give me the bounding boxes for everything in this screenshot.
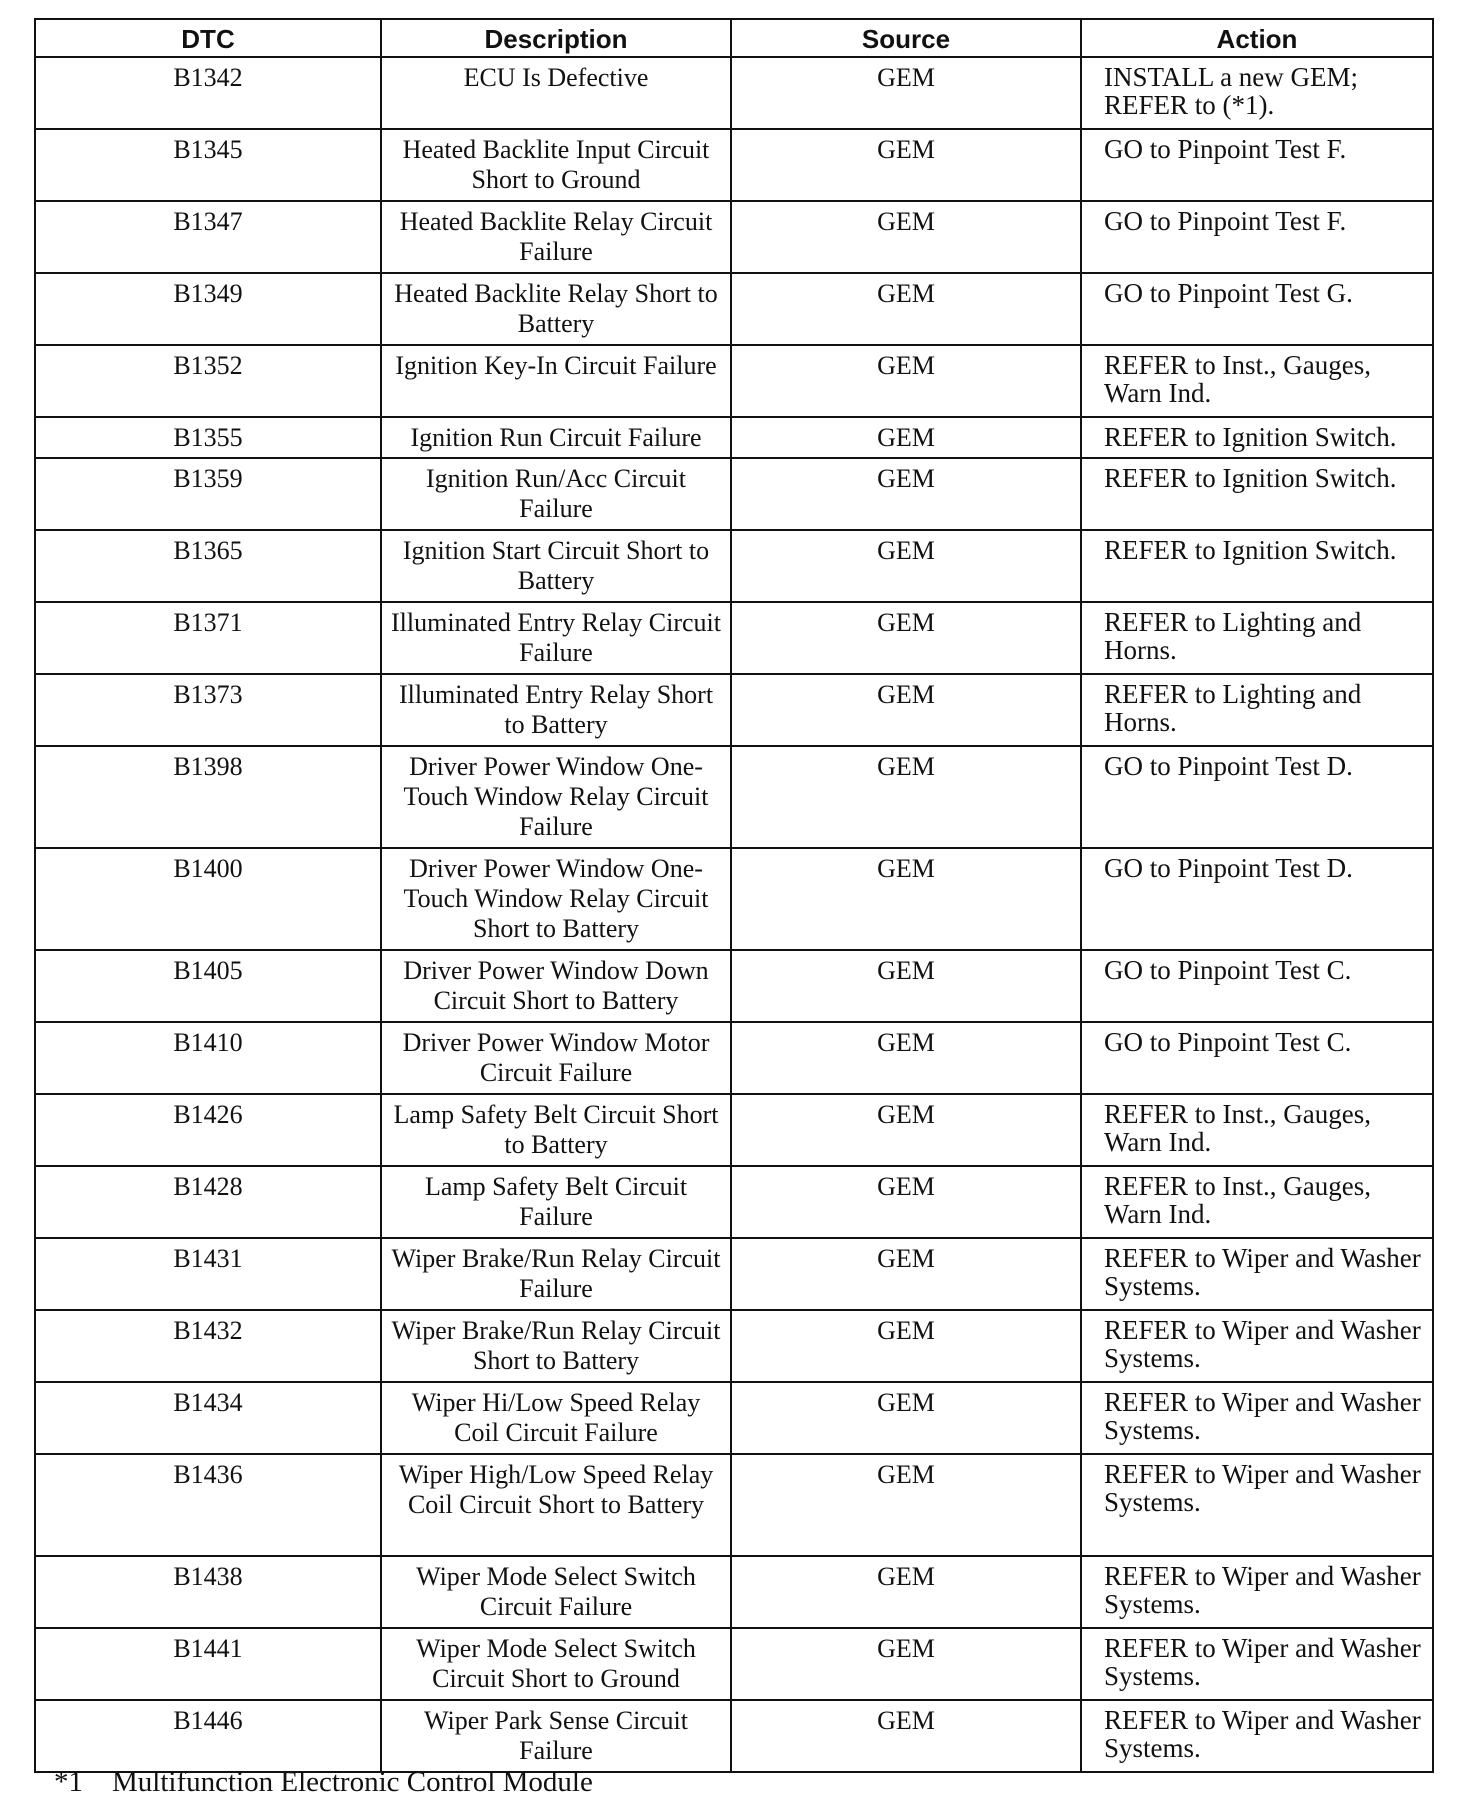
- dtc-cell: B1355: [35, 417, 381, 458]
- description-cell: Driver Power Window One-Touch Window Relay Circuit Short to Battery: [381, 848, 731, 950]
- source-cell: GEM: [731, 201, 1081, 273]
- dtc-cell: B1410: [35, 1022, 381, 1094]
- description-cell: Driver Power Window Down Circuit Short to Battery: [381, 950, 731, 1022]
- action-cell: REFER to Ignition Switch.: [1081, 417, 1433, 458]
- dtc-cell: B1405: [35, 950, 381, 1022]
- action-cell: INSTALL a new GEM; REFER to (*1).: [1081, 57, 1433, 129]
- table-row: [35, 950, 1433, 1022]
- action-cell: REFER to Lighting and Horns.: [1081, 602, 1433, 674]
- source-cell: GEM: [731, 273, 1081, 345]
- source-cell: GEM: [731, 746, 1081, 848]
- dtc-cell: B1349: [35, 273, 381, 345]
- dtc-cell: B1359: [35, 458, 381, 530]
- action-cell: REFER to Wiper and Washer Systems.: [1081, 1238, 1433, 1310]
- dtc-cell: B1438: [35, 1556, 381, 1628]
- description-cell: Ignition Run/Acc Circuit Failure: [381, 458, 731, 530]
- header-source: Source: [731, 19, 1081, 57]
- description-cell: Wiper Mode Select Switch Circuit Short to Ground: [381, 1628, 731, 1700]
- source-cell: GEM: [731, 1556, 1081, 1628]
- table-row: [35, 530, 1433, 602]
- table-row: [35, 1454, 1433, 1556]
- source-cell: GEM: [731, 674, 1081, 746]
- action-cell: REFER to Wiper and Washer Systems.: [1081, 1700, 1433, 1772]
- description-cell: Wiper Hi/Low Speed Relay Coil Circuit Failure: [381, 1382, 731, 1454]
- action-cell: REFER to Inst., Gauges, Warn Ind.: [1081, 345, 1433, 417]
- header-description: Description: [381, 19, 731, 57]
- dtc-cell: B1400: [35, 848, 381, 950]
- dtc-cell: B1428: [35, 1166, 381, 1238]
- dtc-cell: B1434: [35, 1382, 381, 1454]
- table-header: [35, 19, 1433, 57]
- table-row: [35, 1556, 1433, 1628]
- source-cell: GEM: [731, 1628, 1081, 1700]
- table-row: [35, 1022, 1433, 1094]
- description-cell: Driver Power Window Motor Circuit Failure: [381, 1022, 731, 1094]
- description-cell: Lamp Safety Belt Circuit Failure: [381, 1166, 731, 1238]
- table-row: [35, 746, 1433, 848]
- dtc-cell: B1373: [35, 674, 381, 746]
- action-cell: GO to Pinpoint Test F.: [1081, 201, 1433, 273]
- dtc-cell: B1436: [35, 1454, 381, 1556]
- source-cell: GEM: [731, 129, 1081, 201]
- table-row: [35, 345, 1433, 417]
- action-cell: GO to Pinpoint Test C.: [1081, 950, 1433, 1022]
- table-row: [35, 1238, 1433, 1310]
- action-cell: REFER to Ignition Switch.: [1081, 458, 1433, 530]
- source-cell: GEM: [731, 1700, 1081, 1772]
- action-cell: GO to Pinpoint Test D.: [1081, 848, 1433, 950]
- source-cell: GEM: [731, 1454, 1081, 1556]
- table-row: [35, 848, 1433, 950]
- table-row: [35, 602, 1433, 674]
- action-cell: REFER to Wiper and Washer Systems.: [1081, 1454, 1433, 1556]
- source-cell: GEM: [731, 417, 1081, 458]
- table-row: [35, 129, 1433, 201]
- dtc-cell: B1342: [35, 57, 381, 129]
- action-cell: REFER to Wiper and Washer Systems.: [1081, 1382, 1433, 1454]
- action-cell: REFER to Wiper and Washer Systems.: [1081, 1628, 1433, 1700]
- table-row: [35, 273, 1433, 345]
- footnote: [54, 1766, 593, 1799]
- action-cell: GO to Pinpoint Test F.: [1081, 129, 1433, 201]
- description-cell: Heated Backlite Relay Circuit Failure: [381, 201, 731, 273]
- table-row: [35, 1094, 1433, 1166]
- source-cell: GEM: [731, 1166, 1081, 1238]
- description-cell: Wiper Mode Select Switch Circuit Failure: [381, 1556, 731, 1628]
- source-cell: GEM: [731, 1238, 1081, 1310]
- dtc-cell: B1345: [35, 129, 381, 201]
- table-row: [35, 1166, 1433, 1238]
- dtc-cell: B1446: [35, 1700, 381, 1772]
- source-cell: GEM: [731, 345, 1081, 417]
- description-cell: Wiper Brake/Run Relay Circuit Short to Battery: [381, 1310, 731, 1382]
- dtc-cell: B1426: [35, 1094, 381, 1166]
- description-cell: Wiper High/Low Speed Relay Coil Circuit Short to Battery: [381, 1454, 731, 1556]
- table-row: [35, 1628, 1433, 1700]
- dtc-cell: B1431: [35, 1238, 381, 1310]
- action-cell: REFER to Inst., Gauges, Warn Ind.: [1081, 1166, 1433, 1238]
- description-cell: Wiper Brake/Run Relay Circuit Failure: [381, 1238, 731, 1310]
- table-row: [35, 57, 1433, 129]
- header-row: [35, 19, 1433, 57]
- action-cell: GO to Pinpoint Test C.: [1081, 1022, 1433, 1094]
- table-row: [35, 1382, 1433, 1454]
- footnote-mark: *1: [54, 1766, 83, 1798]
- source-cell: GEM: [731, 1022, 1081, 1094]
- footnote-text: Multifunction Electronic Control Module: [112, 1766, 593, 1798]
- description-cell: Wiper Park Sense Circuit Failure: [381, 1700, 731, 1772]
- source-cell: GEM: [731, 602, 1081, 674]
- header-dtc: DTC: [35, 19, 381, 57]
- dtc-cell: B1398: [35, 746, 381, 848]
- source-cell: GEM: [731, 950, 1081, 1022]
- table-body: [35, 57, 1433, 1772]
- action-cell: GO to Pinpoint Test G.: [1081, 273, 1433, 345]
- action-cell: GO to Pinpoint Test D.: [1081, 746, 1433, 848]
- action-cell: REFER to Wiper and Washer Systems.: [1081, 1556, 1433, 1628]
- source-cell: GEM: [731, 530, 1081, 602]
- source-cell: GEM: [731, 57, 1081, 129]
- action-cell: REFER to Ignition Switch.: [1081, 530, 1433, 602]
- description-cell: Lamp Safety Belt Circuit Short to Battery: [381, 1094, 731, 1166]
- source-cell: GEM: [731, 1310, 1081, 1382]
- table-row: [35, 674, 1433, 746]
- dtc-cell: B1432: [35, 1310, 381, 1382]
- action-cell: REFER to Lighting and Horns.: [1081, 674, 1433, 746]
- action-cell: REFER to Wiper and Washer Systems.: [1081, 1310, 1433, 1382]
- action-cell: REFER to Inst., Gauges, Warn Ind.: [1081, 1094, 1433, 1166]
- header-action: Action: [1081, 19, 1433, 57]
- dtc-cell: B1352: [35, 345, 381, 417]
- description-cell: Ignition Start Circuit Short to Battery: [381, 530, 731, 602]
- source-cell: GEM: [731, 1382, 1081, 1454]
- description-cell: Illuminated Entry Relay Circuit Failure: [381, 602, 731, 674]
- table-row: [35, 201, 1433, 273]
- dtc-cell: B1371: [35, 602, 381, 674]
- source-cell: GEM: [731, 1094, 1081, 1166]
- dtc-cell: B1365: [35, 530, 381, 602]
- table-row: [35, 458, 1433, 530]
- dtc-cell: B1347: [35, 201, 381, 273]
- source-cell: GEM: [731, 458, 1081, 530]
- dtc-cell: B1441: [35, 1628, 381, 1700]
- table-row: [35, 1700, 1433, 1772]
- description-cell: Heated Backlite Relay Short to Battery: [381, 273, 731, 345]
- source-cell: GEM: [731, 848, 1081, 950]
- description-cell: Driver Power Window One-Touch Window Relay Circuit Failure: [381, 746, 731, 848]
- table-row: [35, 1310, 1433, 1382]
- table-row: [35, 417, 1433, 458]
- description-cell: Illuminated Entry Relay Short to Battery: [381, 674, 731, 746]
- description-cell: Ignition Key-In Circuit Failure: [381, 345, 731, 417]
- description-cell: Heated Backlite Input Circuit Short to Ground: [381, 129, 731, 201]
- description-cell: Ignition Run Circuit Failure: [381, 417, 731, 458]
- description-cell: ECU Is Defective: [381, 57, 731, 129]
- dtc-table: [34, 18, 1434, 1773]
